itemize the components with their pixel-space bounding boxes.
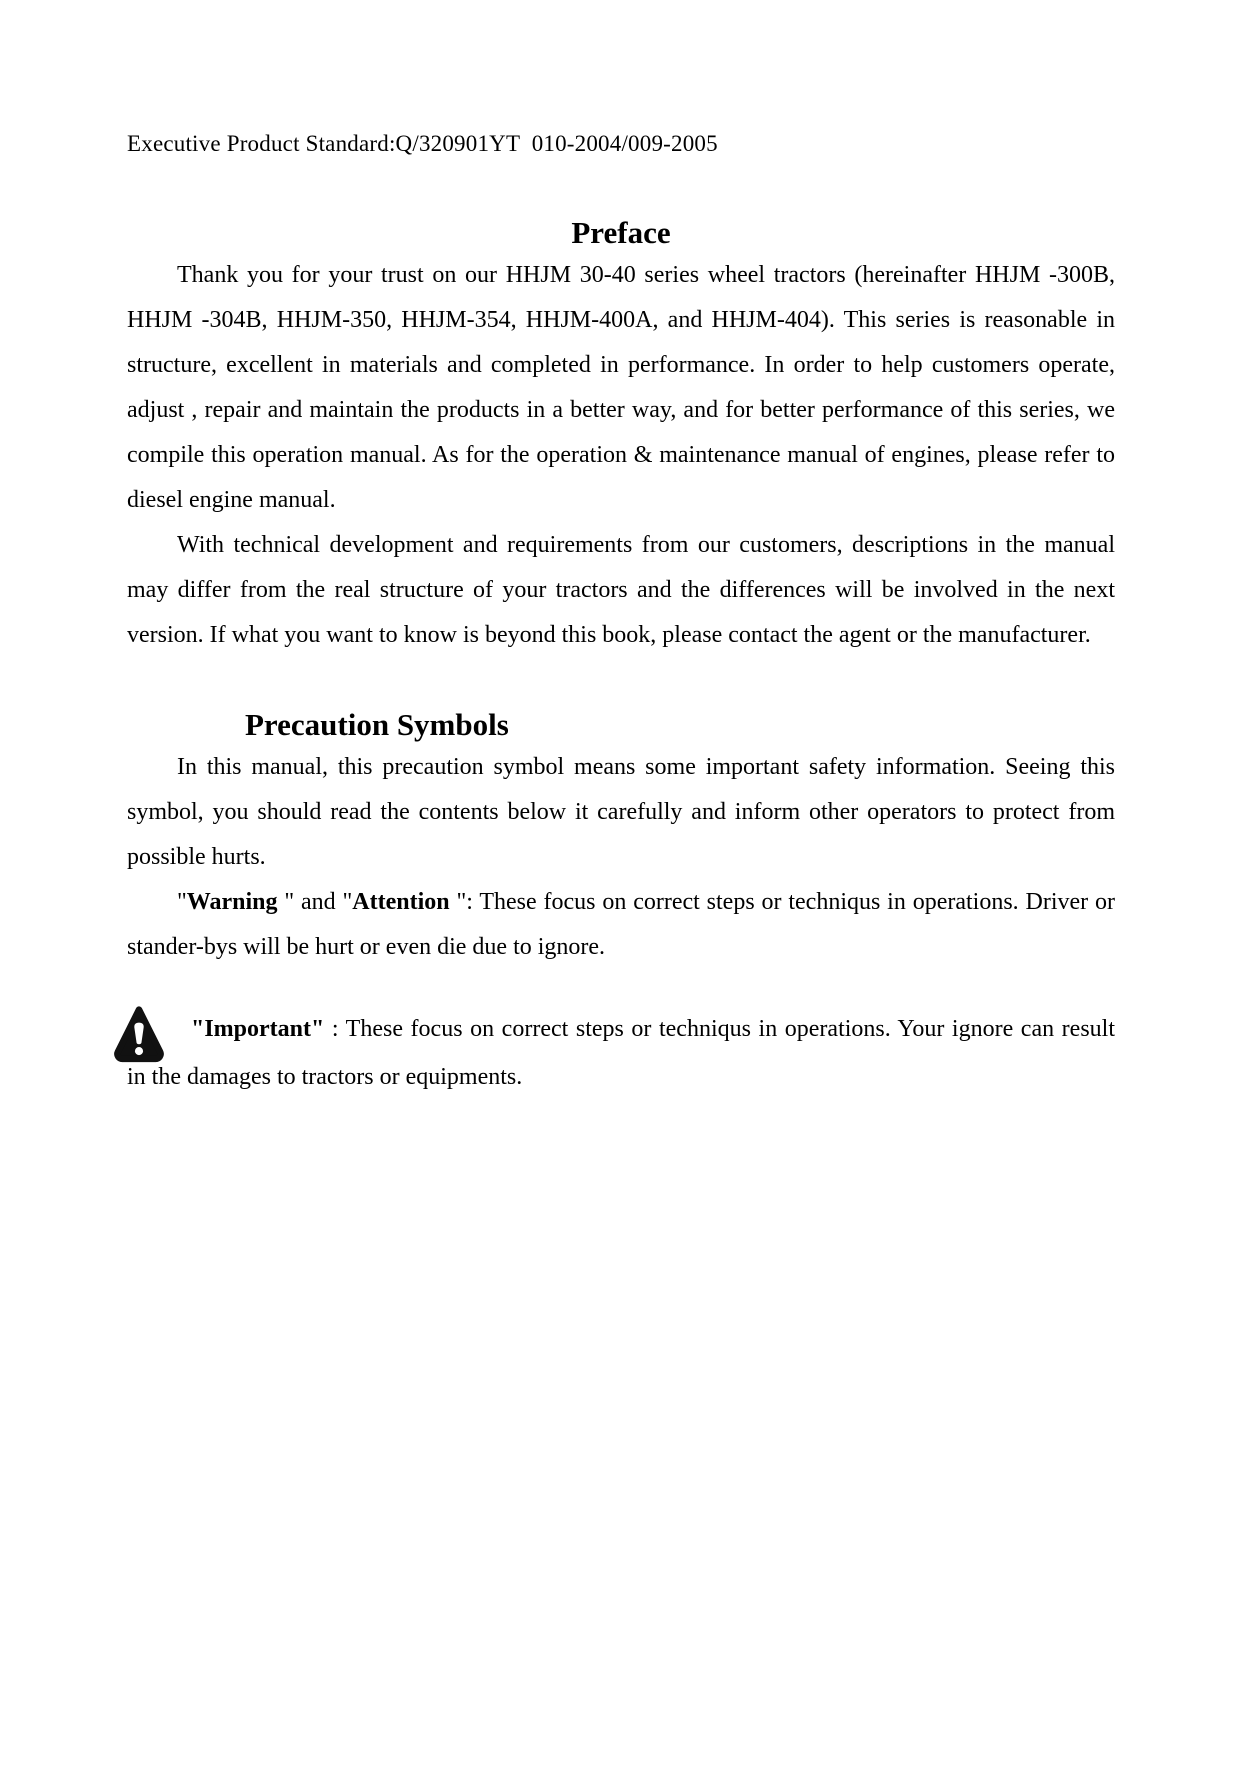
precaution-symbols-heading: Precaution Symbols	[245, 707, 509, 742]
executive-standard-line: Executive Product Standard:Q/320901YT 010-2004/009-2005	[127, 131, 718, 156]
page-title: Preface	[571, 215, 671, 250]
warning-rest-text: ": These focus on correct steps or techniqus in operations. Driver or stander-bys will be hurt or even die due to ignore.	[127, 889, 1115, 960]
important-bold-word: "Important"	[191, 1016, 325, 1042]
warning-open-quote: "	[177, 889, 187, 915]
warning-attention-paragraph	[127, 880, 1115, 970]
preface-paragraph-1: Thank you for your trust on our HHJM 30-40 series wheel tractors (hereinafter HHJM -300B, HHJM -304B, HHJM-350, HHJM-354, HHJM-400A, and HHJM-404). This series is reasonable in structure, excellent in materials and completed in performance. In order to help customers operate, adjust , repair and maintain the products in a better way, and for better performance of this series, we compile this operation manual. As for the operation & maintenance manual of engines, please refer to diesel engine manual.	[127, 262, 1115, 513]
warning-bold-word: Warning	[186, 889, 278, 915]
warning-mid-text: " and "	[277, 889, 353, 915]
important-rest-text: : These focus on correct steps or techniqus in operations. Your ignore can result in the damages to tractors or equipments.	[127, 1016, 1115, 1090]
attention-bold-word: Attention	[352, 889, 450, 915]
important-paragraph	[127, 1005, 1115, 1101]
preface-paragraph-2: With technical development and requirements from our customers, descriptions in the manual may differ from the real structure of your tractors and the differences will be involved in the next version. If what you want to know is beyond this book, please contact the agent or the manufacturer.	[127, 532, 1115, 648]
precaution-intro-paragraph: In this manual, this precaution symbol means some important safety information. Seeing this symbol, you should read the contents below it carefully and inform other operators to protect from possible hurts.	[127, 754, 1115, 870]
warning-triangle-icon	[113, 999, 165, 1069]
